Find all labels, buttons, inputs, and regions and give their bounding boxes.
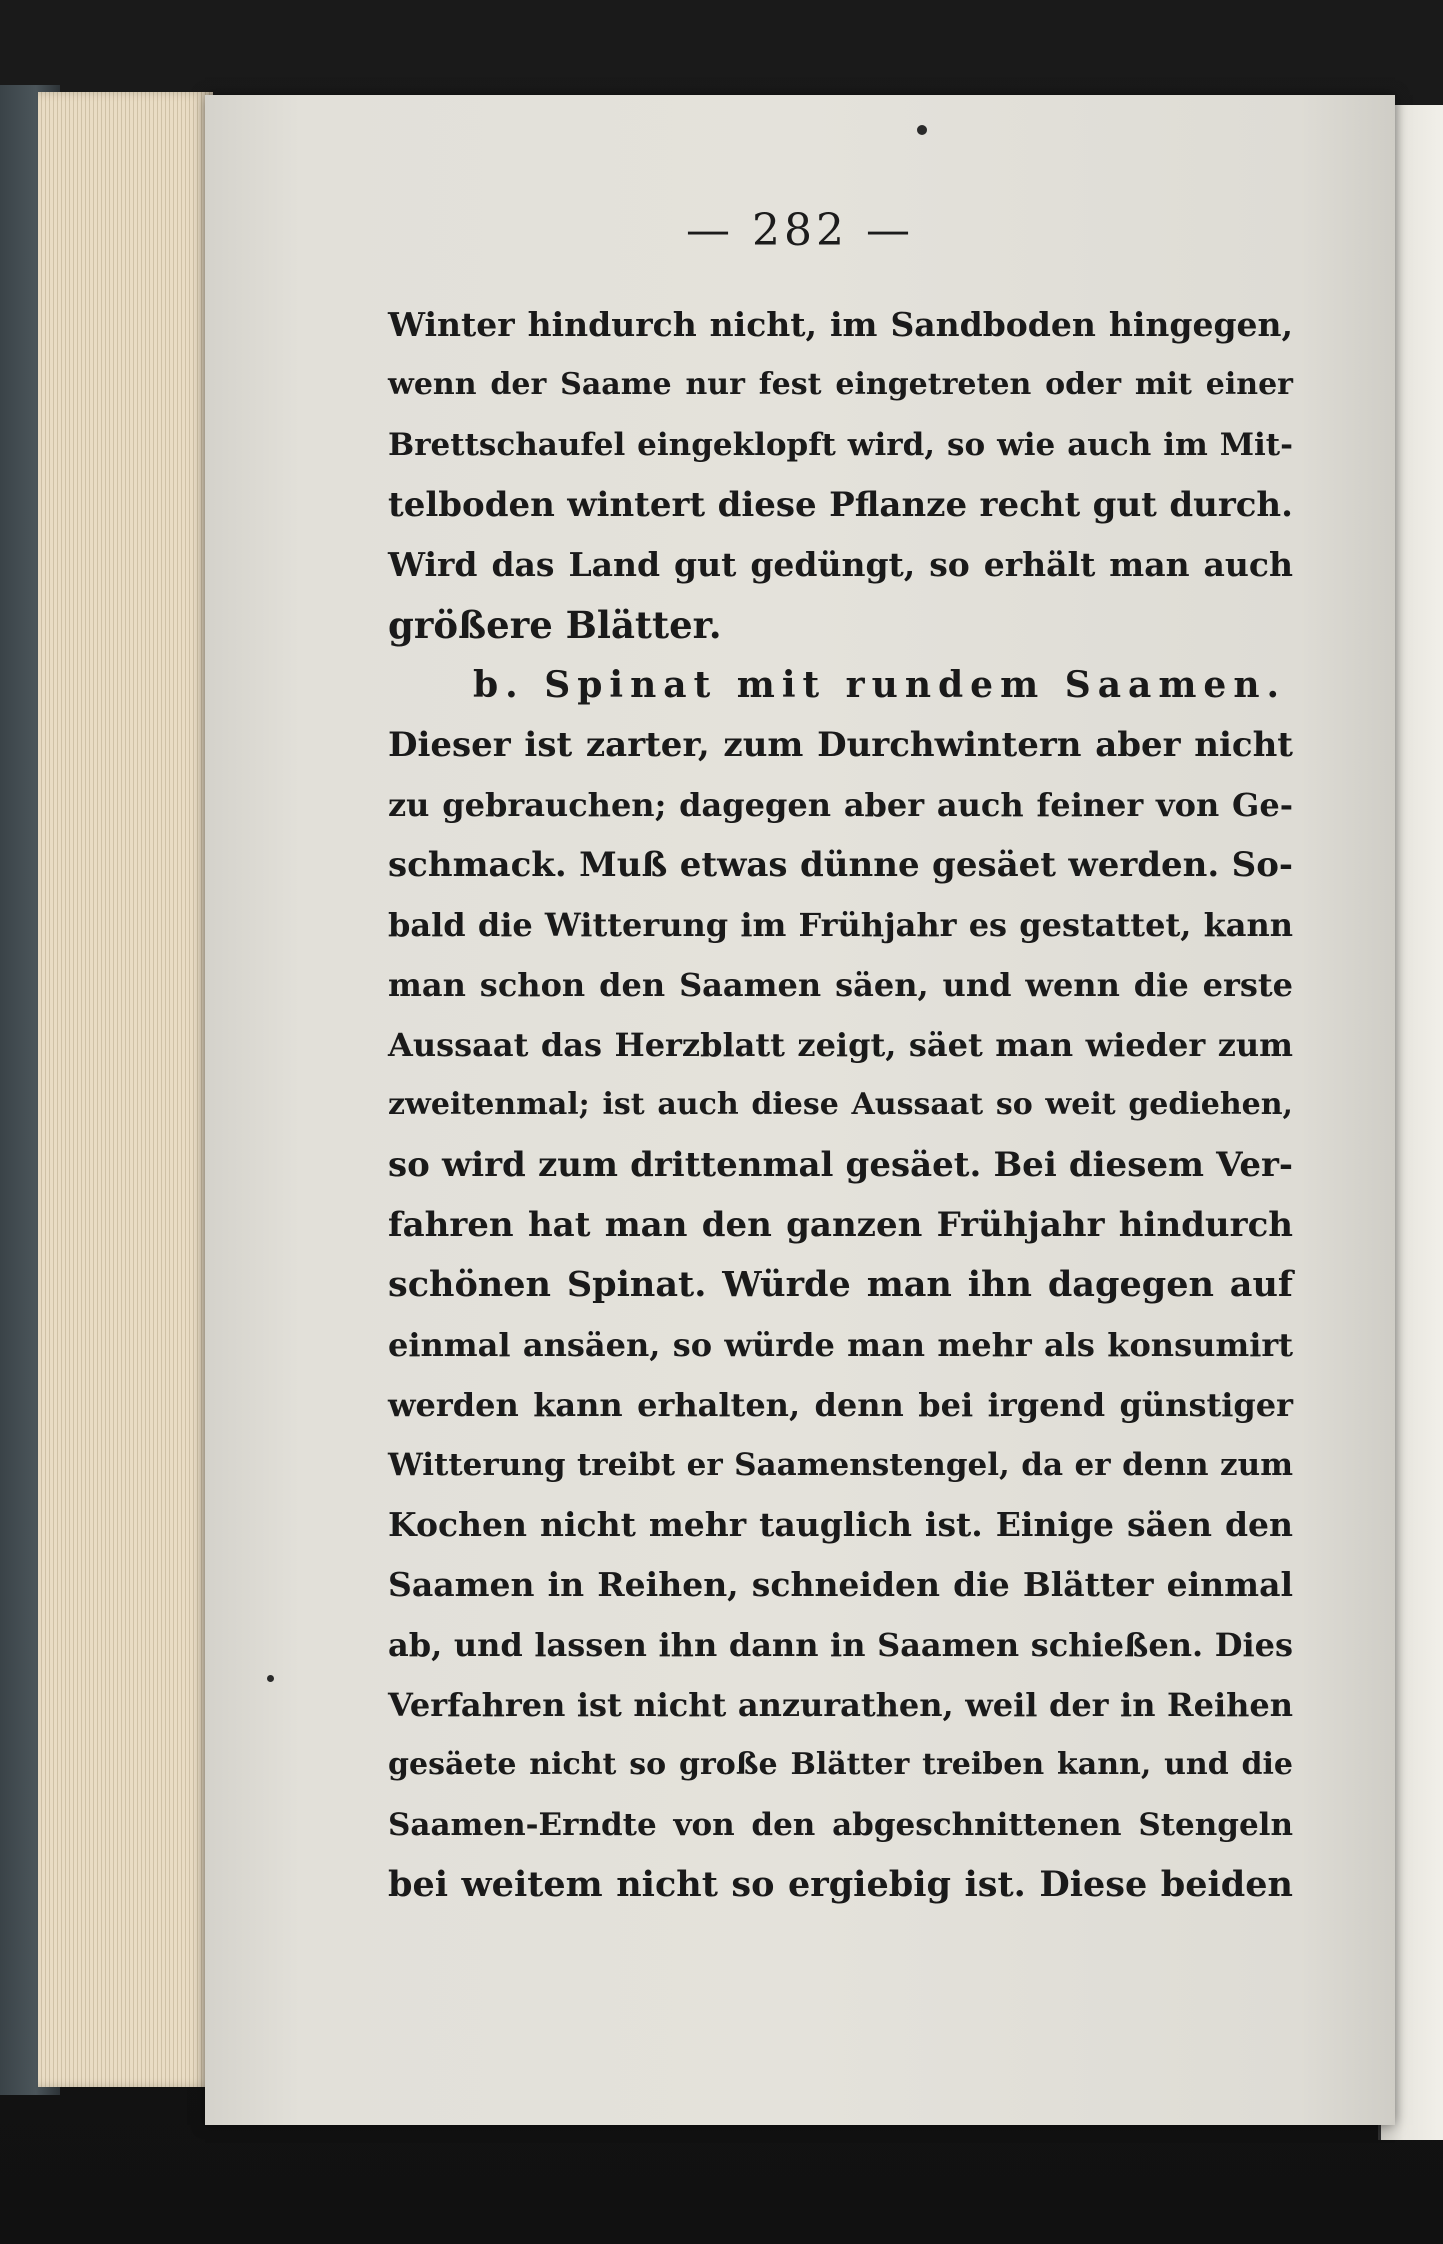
- book-page: [205, 95, 1395, 2125]
- text-line: einmal ansäen, so würde man mehr als konsumirt: [388, 1326, 1293, 1364]
- section-heading: b. Spinat mit rundem Saamen.: [473, 664, 1287, 706]
- text-line: Kochen nicht mehr tauglich ist. Einige säen den: [388, 1505, 1293, 1544]
- page-number: — 282 —: [686, 205, 914, 256]
- text-line: wenn der Saame nur fest eingetreten oder mit einer: [388, 367, 1293, 402]
- text-line: Verfahren ist nicht anzurathen, weil der in Reihen: [388, 1686, 1293, 1724]
- text-line: Winter hindurch nicht, im Sandboden hingegen,: [388, 305, 1293, 344]
- text-line: schönen Spinat. Würde man ihn dagegen auf: [388, 1264, 1293, 1305]
- text-line: bald die Witterung im Frühjahr es gestattet, kann: [388, 906, 1293, 944]
- ink-speck: [267, 1675, 274, 1682]
- text-line: zweitenmal; ist auch diese Aussaat so weit gediehen,: [388, 1087, 1293, 1122]
- text-line: Brettschaufel eingeklopft wird, so wie auch im Mit-: [388, 427, 1293, 463]
- page-edges: [38, 92, 213, 2087]
- text-line: schmack. Muß etwas dünne gesäet werden. So-: [388, 845, 1293, 885]
- text-line: größere Blätter.: [388, 603, 722, 647]
- body-text: [388, 295, 1293, 1915]
- text-line: telboden wintert diese Pflanze recht gut durch.: [388, 485, 1293, 525]
- text-line: Witterung treibt er Saamenstengel, da er denn zum: [388, 1447, 1293, 1483]
- text-line: zu gebrauchen; dagegen aber auch feiner von Ge-: [388, 786, 1293, 824]
- text-line: ab, und lassen ihn dann in Saamen schießen. Dies: [388, 1626, 1293, 1664]
- text-line: bei weitem nicht so ergiebig ist. Diese beiden: [388, 1864, 1293, 1905]
- text-line: so wird zum drittenmal gesäet. Bei diesem Ver-: [388, 1145, 1293, 1185]
- text-line: Saamen-Erndte von den abgeschnittenen Stengeln: [388, 1807, 1293, 1843]
- text-line: Aussaat das Herzblatt zeigt, säet man wieder zum: [388, 1026, 1293, 1064]
- text-line: gesäete nicht so große Blätter treiben kann, und die: [388, 1747, 1293, 1782]
- text-line: Dieser ist zarter, zum Durchwintern aber nicht: [388, 725, 1293, 765]
- text-line: Saamen in Reihen, schneiden die Blätter einmal: [388, 1565, 1293, 1604]
- text-line: Wird das Land gut gedüngt, so erhält man auch: [388, 545, 1293, 584]
- text-line: fahren hat man den ganzen Frühjahr hindurch: [388, 1205, 1293, 1245]
- text-line: man schon den Saamen säen, und wenn die erste: [388, 966, 1293, 1004]
- ink-speck: [917, 125, 927, 135]
- text-line: werden kann erhalten, denn bei irgend günstiger: [388, 1386, 1293, 1424]
